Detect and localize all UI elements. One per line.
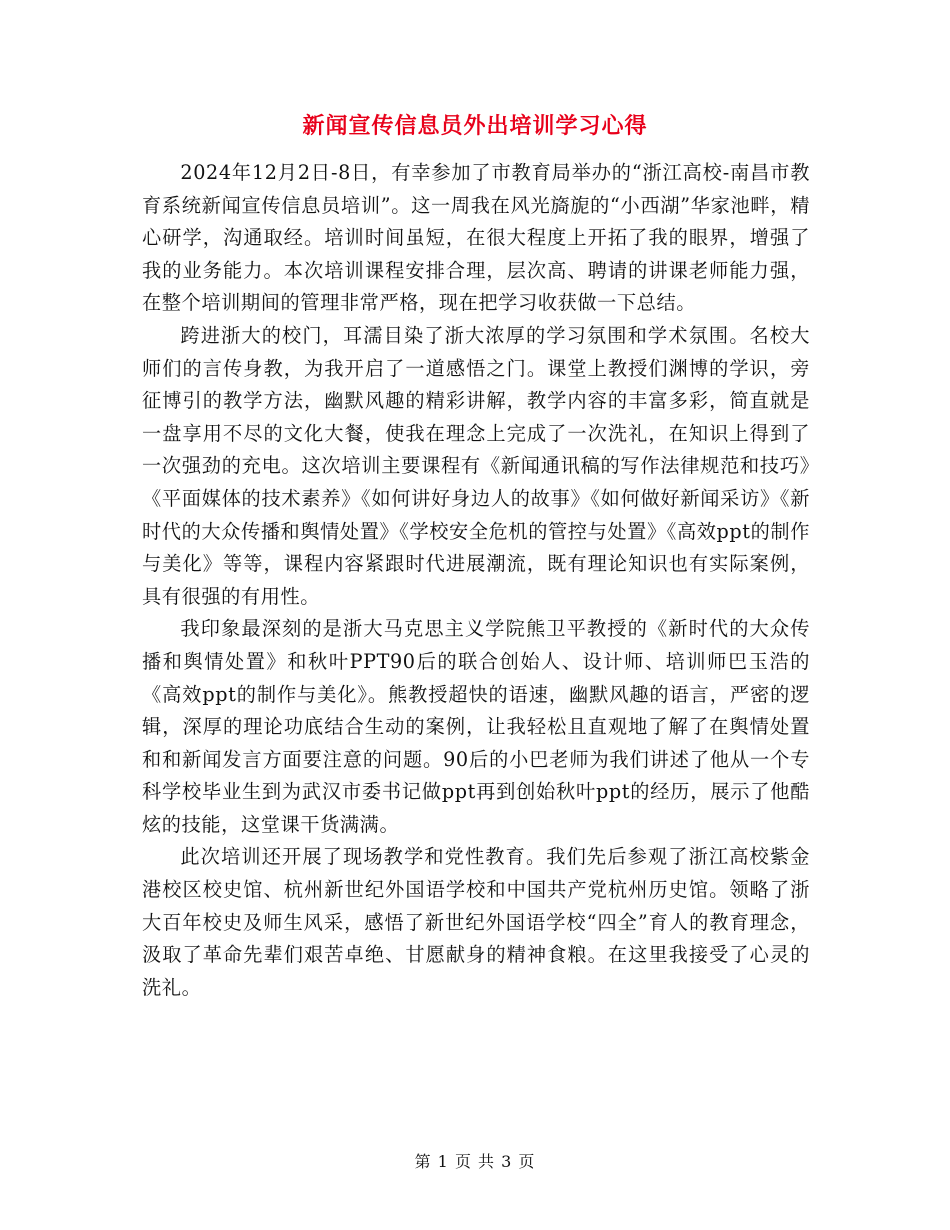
paragraph-3: 我印象最深刻的是浙大马克思主义学院熊卫平教授的《新时代的大众传播和舆情处置》和秋叶PPT90后的联合创始人、设计师、培训师巴玉浩的《高效ppt的制作与美化》。熊教授超快的语速，幽默风趣的语言，严密的逻辑，深厚的理论功底结合生动的案例，让我轻松且直观地了解了在舆情处置和和新闻发言方面要注意的问题。90后的小巴老师为我们讲述了他从一个专科学校毕业生到为武汉市委书记做ppt再到创始秋叶ppt的经历，展示了他酷炫的技能，这堂课干货满满。 [142,617,810,836]
paragraph-4: 此次培训还开展了现场教学和党性教育。我们先后参观了浙江高校紫金港校区校史馆、杭州新世纪外国语学校和中国共产党杭州历史馆。领略了浙大百年校史及师生风采，感悟了新世纪外国语学校“四全”育人的教育理念，汲取了革命先辈们艰苦卓绝、甘愿献身的精神食粮。在这里我接受了心灵的洗礼。 [142,845,810,999]
document-title: 新闻宣传信息员外出培训学习心得 [302,113,648,139]
document-body [142,157,810,1004]
paragraph-2: 跨进浙大的校门，耳濡目染了浙大浓厚的学习氛围和学术氛围。名校大师们的言传身教，为我开启了一道感悟之门。课堂上教授们渊博的学识，旁征博引的教学方法，幽默风趣的精彩讲解，教学内容的丰富多彩，简直就是一盘享用不尽的文化大餐，使我在理念上完成了一次洗礼，在知识上得到了一次强劲的充电。这次培训主要课程有《新闻通讯稿的写作法律规范和技巧》《平面媒体的技术素养》《如何讲好身边人的故事》《如何做好新闻采访》《新时代的大众传播和舆情处置》《学校安全危机的管控与处置》《高效ppt的制作与美化》等等，课程内容紧跟时代进展潮流，既有理论知识也有实际案例，具有很强的有用性。 [142,323,810,608]
page-footer: 第 1 页 共 3 页 [414,1152,536,1171]
paragraph-1: 2024年12月2日-8日，有幸参加了市教育局举办的“浙江高校-南昌市教育系统新闻宣传信息员培训”。这一周我在风光旖旎的“小西湖”华家池畔，精心研学，沟通取经。培训时间虽短，在很大程度上开拓了我的眼界，增强了我的业务能力。本次培训课程安排合理，层次高、聘请的讲课老师能力强，在整个培训期间的管理非常严格，现在把学习收获做一下总结。 [142,161,810,315]
